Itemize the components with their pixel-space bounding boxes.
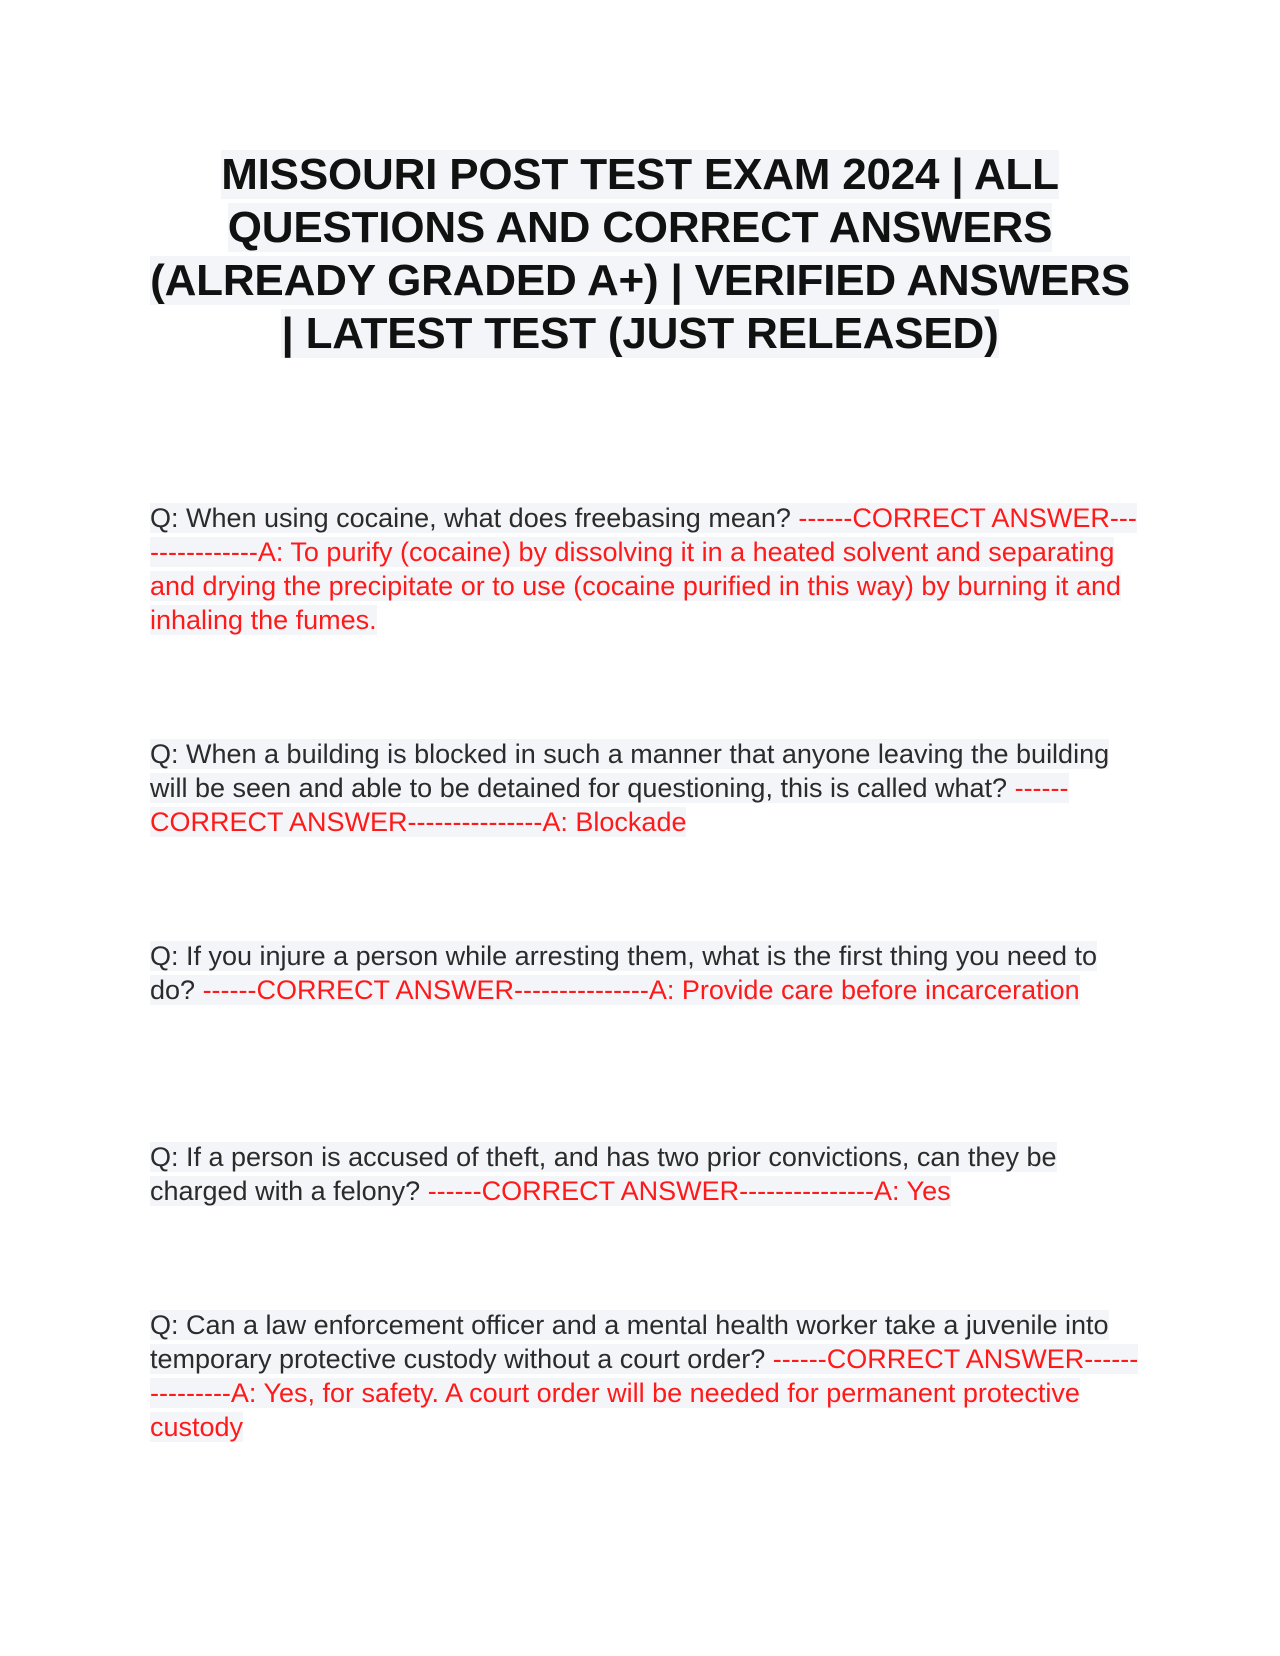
- answer-text: ------CORRECT ANSWER---------------A: Provide care before incarceration: [202, 975, 1080, 1005]
- document-title-text: MISSOURI POST TEST EXAM 2024 | ALL QUESTIONS AND CORRECT ANSWERS (ALREADY GRADED A+) | VERIFIED ANSWERS | LATEST TEST (JUST RELEASED): [150, 150, 1130, 358]
- question-text: Q: When using cocaine, what does freebasing mean?: [150, 503, 799, 533]
- document-title: [150, 148, 1130, 360]
- qa-item: [150, 939, 1140, 1007]
- question-text: Q: If a person is accused of theft, and has two prior convictions, can they be charged with a felony?: [150, 1142, 1057, 1206]
- question-text: Q: If you injure a person while arresting them, what is the first thing you need to do?: [150, 941, 1097, 1005]
- qa-item: [150, 737, 1140, 839]
- qa-item: [150, 1140, 1140, 1208]
- qa-item: [150, 501, 1140, 637]
- qa-item: [150, 1308, 1140, 1444]
- question-text: Q: When a building is blocked in such a manner that anyone leaving the building will be seen and able to be detained for questioning, this is called what?: [150, 739, 1110, 803]
- answer-text: ------CORRECT ANSWER---------------A: Yes: [427, 1176, 951, 1206]
- answer-text: ------CORRECT ANSWER---------------A: Blockade: [150, 773, 1069, 837]
- answer-text: ------CORRECT ANSWER---------------A: To purify (cocaine) by dissolving it in a heated solvent and separating and drying the precipitate or to use (cocaine purified in this way) by burning it and inhaling the fumes.: [150, 503, 1137, 635]
- answer-text: ------CORRECT ANSWER---------------A: Yes, for safety. A court order will be needed for permanent protective custody: [150, 1344, 1139, 1442]
- question-text: Q: Can a law enforcement officer and a mental health worker take a juvenile into temporary protective custody without a court order?: [150, 1310, 1109, 1374]
